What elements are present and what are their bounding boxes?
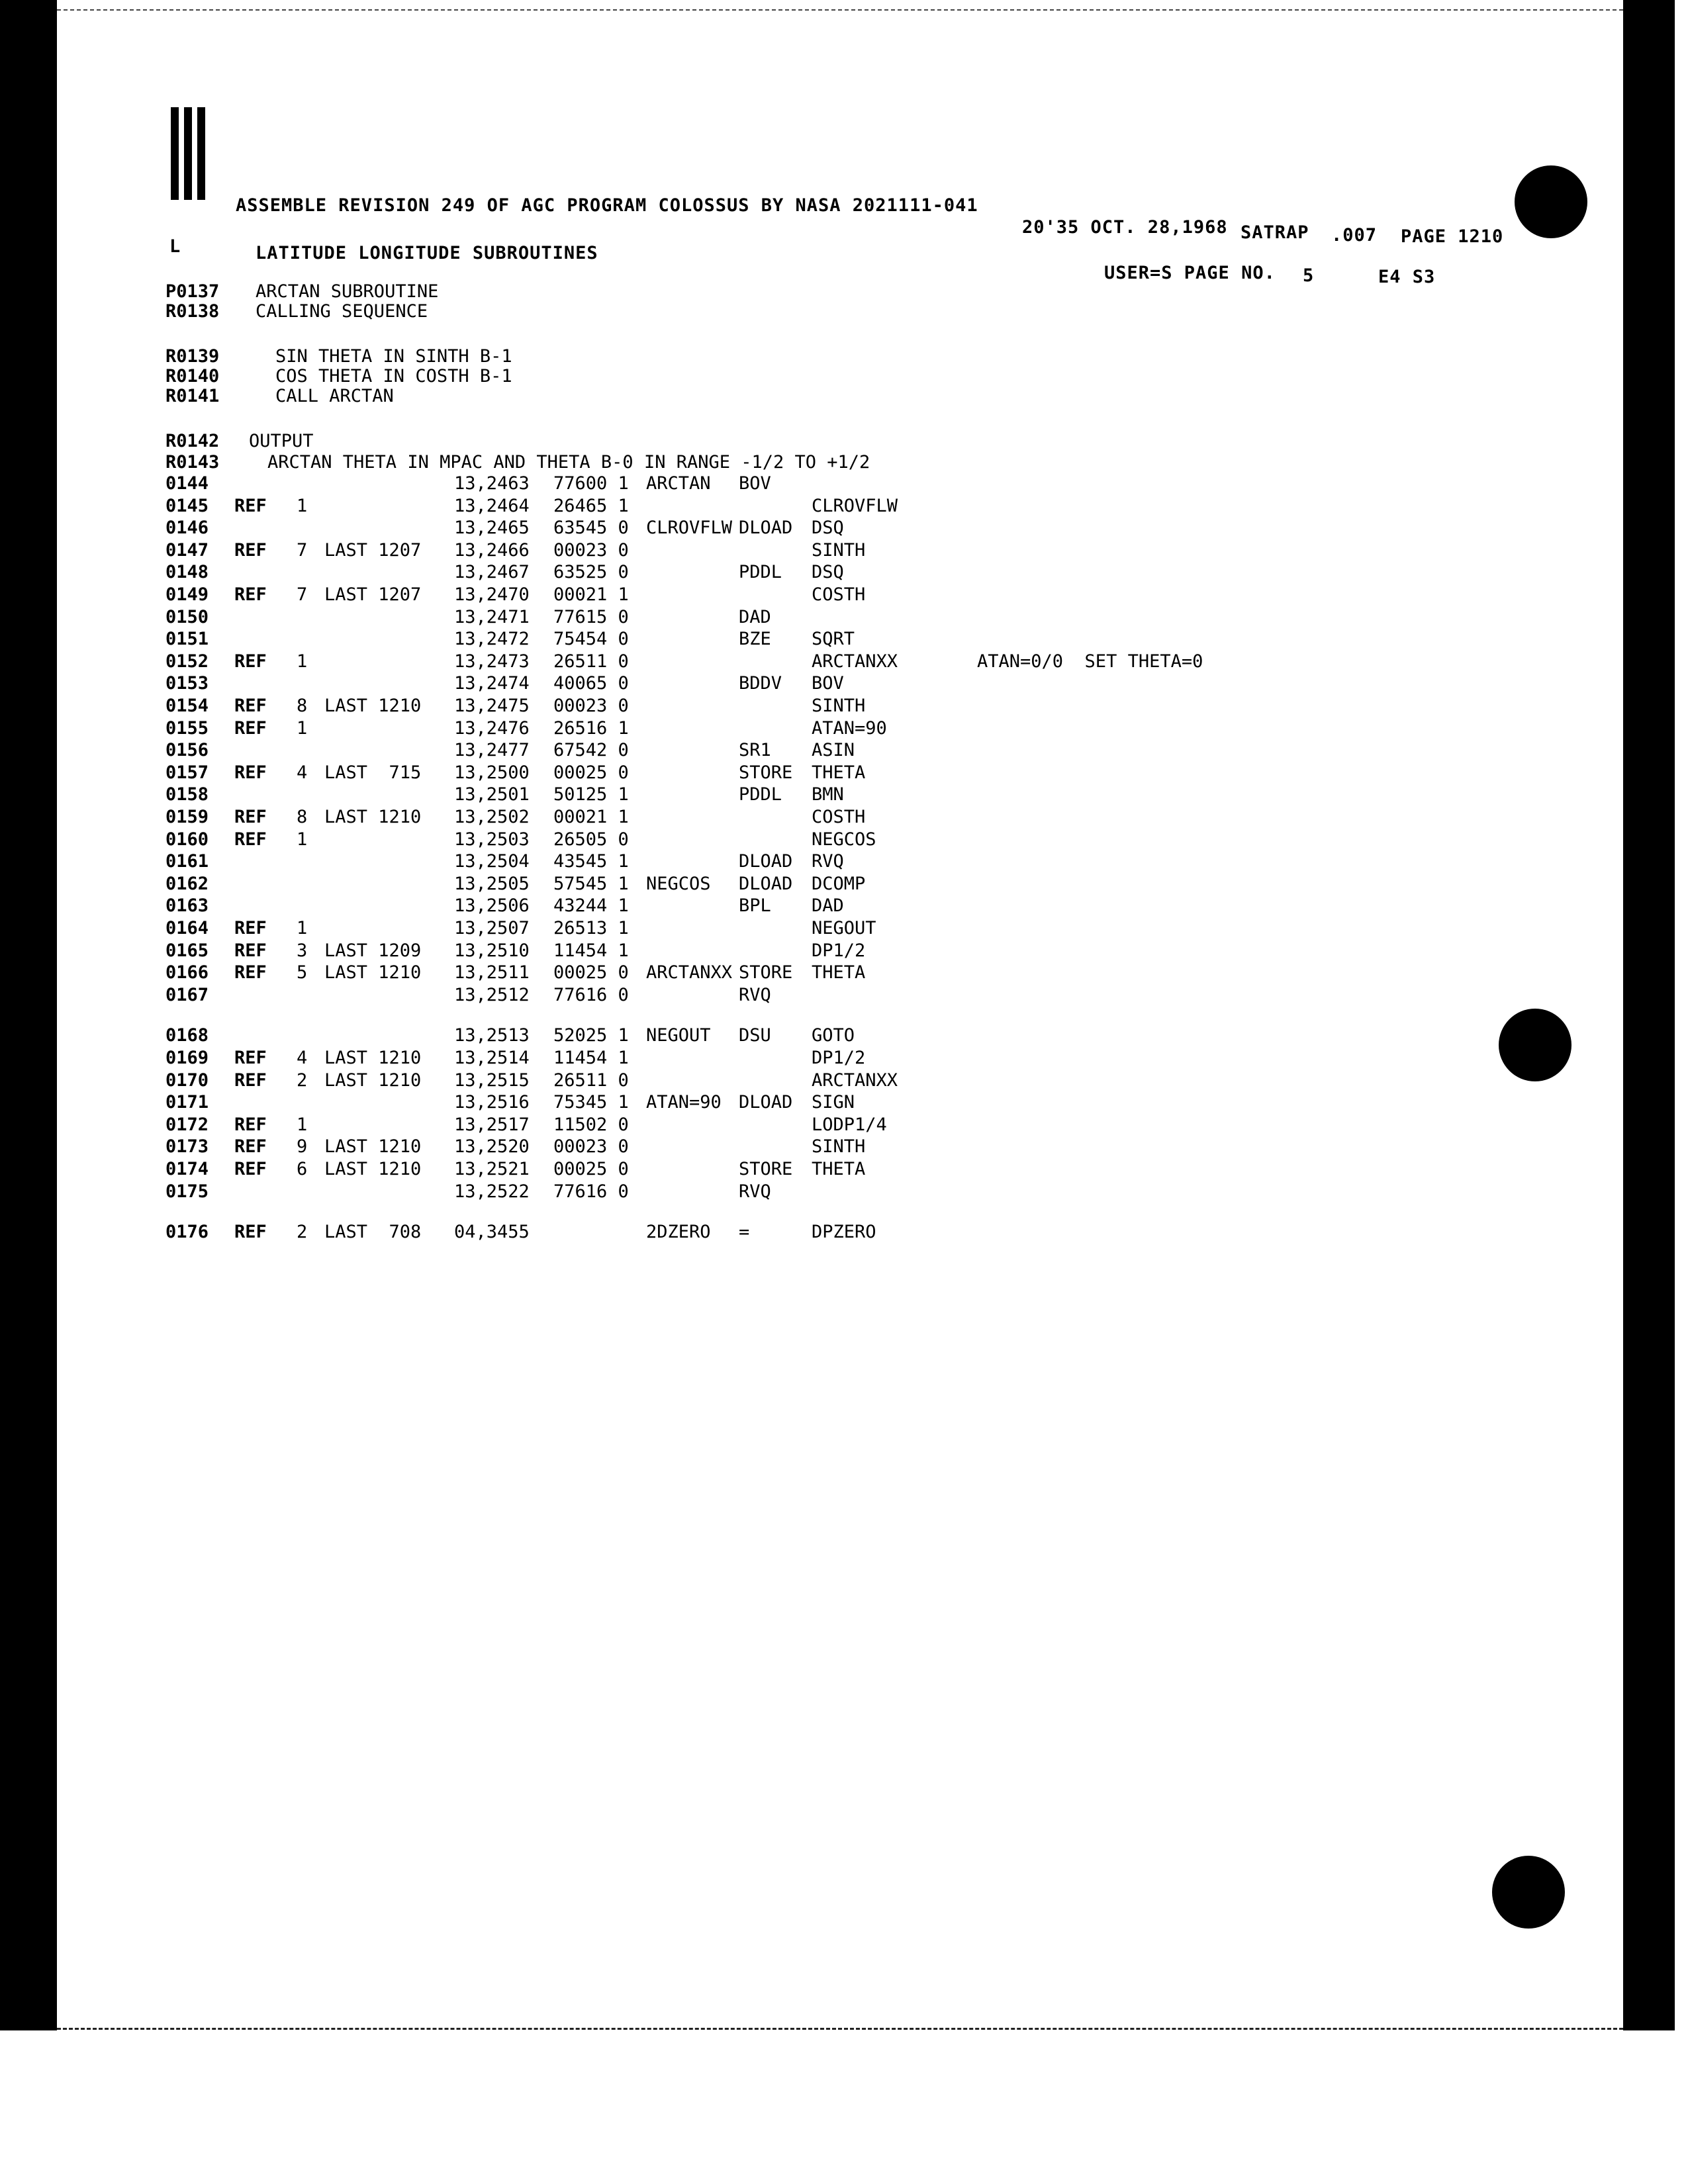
comment-line <box>57 453 1623 474</box>
ref-marker: REF <box>234 940 267 961</box>
line-number: 0154 <box>165 696 209 716</box>
octal-code: 26516 1 <box>553 717 629 739</box>
listing-row <box>57 852 1623 873</box>
line-number: 0167 <box>165 984 209 1005</box>
comment-line <box>57 387 1623 408</box>
address: 13,2504 <box>454 851 530 872</box>
operand: GOTO <box>812 1025 855 1046</box>
listing-row <box>57 629 1623 651</box>
ref-marker: REF <box>234 495 267 516</box>
address: 13,2500 <box>454 762 530 783</box>
operand: ARCTANXX <box>812 1069 898 1091</box>
ref-count: 1 <box>297 829 308 850</box>
opcode: PDDL <box>739 562 782 583</box>
header-satrap: SATRAP <box>1241 222 1309 243</box>
listing-row <box>57 496 1623 518</box>
listing-page <box>57 11 1623 2028</box>
address: 13,2514 <box>454 1048 530 1068</box>
line-number: 0153 <box>165 673 209 694</box>
last-reference: LAST 1210 <box>324 1048 422 1068</box>
symbol-label: CLROVFLW <box>646 518 733 539</box>
octal-code: 77616 0 <box>553 984 629 1005</box>
log-code: L <box>169 236 181 257</box>
listing-row <box>57 474 1623 495</box>
line-number: 0175 <box>165 1181 209 1202</box>
operand: SINTH <box>812 539 866 561</box>
octal-code: 75454 0 <box>553 629 629 650</box>
ref-marker: REF <box>234 1136 267 1158</box>
line-number: R0140 <box>165 366 220 387</box>
comment-text: OUTPUT <box>249 431 314 451</box>
octal-code: 52025 1 <box>553 1025 629 1046</box>
octal-code: 00021 1 <box>553 807 629 827</box>
ref-count: 5 <box>297 962 308 983</box>
opcode: DLOAD <box>739 1092 793 1113</box>
opcode: DLOAD <box>739 851 793 872</box>
address: 13,2463 <box>454 473 530 494</box>
ref-marker: REF <box>234 651 267 672</box>
listing-row <box>57 1160 1623 1181</box>
listing-row <box>57 1048 1623 1069</box>
e4-s3-marker: E4 S3 <box>1378 267 1436 287</box>
listing-row <box>57 696 1623 717</box>
operand: ARCTANXX <box>812 651 898 672</box>
ref-marker: REF <box>234 1222 267 1243</box>
octal-code: 77616 0 <box>553 1181 629 1202</box>
line-number: 0174 <box>165 1159 209 1179</box>
last-reference: LAST 1210 <box>324 962 422 983</box>
symbol-label: ATAN=90 <box>646 1092 722 1113</box>
line-number: 0159 <box>165 807 209 827</box>
scan-bottom-edge <box>57 2028 1623 2030</box>
listing-row <box>57 830 1623 851</box>
listing-row <box>57 985 1623 1007</box>
operand: DSQ <box>812 518 844 539</box>
ref-marker: REF <box>234 584 267 605</box>
line-number: R0143 <box>165 452 220 473</box>
ref-count: 4 <box>297 762 308 783</box>
last-reference: LAST 715 <box>324 762 422 783</box>
scan-top-edge <box>57 0 1623 11</box>
ref-count: 1 <box>297 495 308 516</box>
listing-row <box>57 919 1623 940</box>
operand: THETA <box>812 1159 866 1179</box>
address: 13,2501 <box>454 784 530 805</box>
operand: DP1/2 <box>812 1048 866 1068</box>
octal-code: 43545 1 <box>553 851 629 872</box>
opcode: BDDV <box>739 673 782 694</box>
line-number: 0176 <box>165 1222 209 1243</box>
ref-marker: REF <box>234 762 267 783</box>
octal-code: 26511 0 <box>553 1069 629 1091</box>
listing-row <box>57 1026 1623 1047</box>
comment-line <box>57 367 1623 388</box>
address: 13,2473 <box>454 651 530 672</box>
operand: NEGOUT <box>812 918 876 938</box>
comment-line <box>57 347 1623 368</box>
listing-row <box>57 1071 1623 1092</box>
line-number: 0148 <box>165 562 209 583</box>
comment-text: COS THETA IN COSTH B-1 <box>275 366 512 387</box>
last-reference: LAST 1207 <box>324 539 422 561</box>
comment-line <box>57 282 1623 303</box>
listing-row <box>57 1115 1623 1136</box>
line-number: 0145 <box>165 495 209 516</box>
octal-code: 63525 0 <box>553 562 629 583</box>
address: 13,2464 <box>454 495 530 516</box>
ref-marker: REF <box>234 696 267 716</box>
octal-code: 26511 0 <box>553 651 629 672</box>
ref-marker: REF <box>234 1048 267 1068</box>
ref-count: 1 <box>297 1114 308 1135</box>
address: 13,2474 <box>454 673 530 694</box>
ref-marker: REF <box>234 539 267 561</box>
symbol-label: ARCTAN <box>646 473 711 494</box>
opcode: DSU <box>739 1025 771 1046</box>
line-number: 0172 <box>165 1114 209 1135</box>
punch-hole-top <box>1515 165 1587 238</box>
listing-row <box>57 585 1623 606</box>
ref-count: 1 <box>297 918 308 938</box>
address: 13,2471 <box>454 606 530 627</box>
opcode: = <box>739 1222 750 1243</box>
address: 13,2507 <box>454 918 530 938</box>
ref-count: 9 <box>297 1136 308 1158</box>
operand: NEGCOS <box>812 829 876 850</box>
address: 13,2521 <box>454 1159 530 1179</box>
listing-row <box>57 563 1623 584</box>
address: 13,2512 <box>454 984 530 1005</box>
symbol-label: NEGOUT <box>646 1025 711 1046</box>
assemble-header: ASSEMBLE REVISION 249 OF AGC PROGRAM COLOSSUS BY NASA 2021111-041 <box>236 195 978 216</box>
last-reference: LAST 1210 <box>324 807 422 827</box>
line-number: 0157 <box>165 762 209 783</box>
comment-line <box>57 302 1623 323</box>
octal-code: 11502 0 <box>553 1114 629 1135</box>
comment-text: CALL ARCTAN <box>275 386 394 406</box>
address: 13,2520 <box>454 1136 530 1158</box>
operand: RVQ <box>812 851 844 872</box>
line-number: 0160 <box>165 829 209 850</box>
symbol-label: ARCTANXX <box>646 962 733 983</box>
line-number: 0150 <box>165 606 209 627</box>
octal-code: 00025 0 <box>553 962 629 983</box>
user-page-number: 5 <box>1303 265 1315 286</box>
address: 04,3455 <box>454 1222 530 1243</box>
line-number: 0173 <box>165 1136 209 1158</box>
octal-code: 77615 0 <box>553 606 629 627</box>
address: 13,2510 <box>454 940 530 961</box>
octal-code: 67542 0 <box>553 740 629 761</box>
scan-left-edge <box>0 0 57 2030</box>
listing-row <box>57 941 1623 962</box>
binder-marks <box>171 107 216 200</box>
remark: ATAN=0/0 SET THETA=0 <box>977 651 1203 672</box>
address: 13,2477 <box>454 740 530 761</box>
opcode: STORE <box>739 962 793 983</box>
last-reference: LAST 1210 <box>324 1136 422 1158</box>
address: 13,2502 <box>454 807 530 827</box>
listing-row <box>57 741 1623 762</box>
last-reference: LAST 1209 <box>324 940 422 961</box>
ref-marker: REF <box>234 918 267 938</box>
ref-marker: REF <box>234 717 267 739</box>
operand: BOV <box>812 673 844 694</box>
opcode: DAD <box>739 606 771 627</box>
opcode: BOV <box>739 473 771 494</box>
ref-count: 7 <box>297 539 308 561</box>
address: 13,2467 <box>454 562 530 583</box>
comment-text: CALLING SEQUENCE <box>256 301 428 322</box>
listing-row <box>57 1222 1623 1244</box>
address: 13,2515 <box>454 1069 530 1091</box>
opcode: RVQ <box>739 1181 771 1202</box>
symbol-label: NEGCOS <box>646 873 711 894</box>
header-timestamp: 20'35 OCT. 28,1968 <box>1022 217 1228 238</box>
line-number: 0163 <box>165 895 209 917</box>
octal-code: 00025 0 <box>553 762 629 783</box>
opcode: STORE <box>739 762 793 783</box>
line-number: 0155 <box>165 717 209 739</box>
address: 13,2506 <box>454 895 530 917</box>
scan-right-edge <box>1623 0 1675 2030</box>
octal-code: 00023 0 <box>553 539 629 561</box>
address: 13,2517 <box>454 1114 530 1135</box>
line-number: 0165 <box>165 940 209 961</box>
address: 13,2511 <box>454 962 530 983</box>
line-number: 0168 <box>165 1025 209 1046</box>
ref-marker: REF <box>234 1114 267 1135</box>
punch-hole-bottom <box>1492 1856 1565 1929</box>
ref-count: 2 <box>297 1069 308 1091</box>
ref-count: 8 <box>297 807 308 827</box>
octal-code: 00021 1 <box>553 584 629 605</box>
ref-count: 1 <box>297 717 308 739</box>
operand: BMN <box>812 784 844 805</box>
ref-count: 3 <box>297 940 308 961</box>
ref-marker: REF <box>234 962 267 983</box>
line-number: 0164 <box>165 918 209 938</box>
opcode: DLOAD <box>739 873 793 894</box>
listing-row <box>57 541 1623 562</box>
opcode: STORE <box>739 1159 793 1179</box>
operand: SIGN <box>812 1092 855 1113</box>
listing-row <box>57 652 1623 673</box>
octal-code: 63545 0 <box>553 518 629 539</box>
operand: SINTH <box>812 696 866 716</box>
user-line: USER=S PAGE NO. <box>1104 263 1276 283</box>
ref-marker: REF <box>234 807 267 827</box>
listing-row <box>57 1137 1623 1158</box>
operand: THETA <box>812 762 866 783</box>
octal-code: 40065 0 <box>553 673 629 694</box>
line-number: 0146 <box>165 518 209 539</box>
listing-row <box>57 608 1623 629</box>
octal-code: 00023 0 <box>553 696 629 716</box>
ref-count: 4 <box>297 1048 308 1068</box>
operand: DSQ <box>812 562 844 583</box>
listing-row <box>57 807 1623 829</box>
opcode: RVQ <box>739 984 771 1005</box>
line-number: 0169 <box>165 1048 209 1068</box>
line-number: R0141 <box>165 386 220 406</box>
line-number: R0138 <box>165 301 220 322</box>
opcode: BPL <box>739 895 771 917</box>
octal-code: 11454 1 <box>553 1048 629 1068</box>
address: 13,2522 <box>454 1181 530 1202</box>
octal-code: 00025 0 <box>553 1159 629 1179</box>
listing-row <box>57 963 1623 984</box>
line-number: 0149 <box>165 584 209 605</box>
octal-code: 77600 1 <box>553 473 629 494</box>
octal-code: 00023 0 <box>553 1136 629 1158</box>
address: 13,2472 <box>454 629 530 650</box>
opcode: PDDL <box>739 784 782 805</box>
operand: ASIN <box>812 740 855 761</box>
listing-row <box>57 719 1623 740</box>
ref-marker: REF <box>234 829 267 850</box>
last-reference: LAST 1210 <box>324 1069 422 1091</box>
opcode: SR1 <box>739 740 771 761</box>
listing-row <box>57 763 1623 784</box>
octal-code: 43244 1 <box>553 895 629 917</box>
header-page: PAGE 1210 <box>1401 226 1504 247</box>
comment-text: ARCTAN THETA IN MPAC AND THETA B-0 IN RANGE -1/2 TO +1/2 <box>267 452 870 473</box>
octal-code: 26505 0 <box>553 829 629 850</box>
comment-line <box>57 432 1623 453</box>
ref-count: 6 <box>297 1159 308 1179</box>
listing-row <box>57 874 1623 895</box>
ref-marker: REF <box>234 1159 267 1179</box>
operand: DAD <box>812 895 844 917</box>
octal-code: 26513 1 <box>553 918 629 938</box>
octal-code: 75345 1 <box>553 1092 629 1113</box>
operand: COSTH <box>812 807 866 827</box>
ref-marker: REF <box>234 1069 267 1091</box>
operand: ATAN=90 <box>812 717 887 739</box>
header-version: .007 <box>1331 225 1378 246</box>
address: 13,2475 <box>454 696 530 716</box>
octal-code: 50125 1 <box>553 784 629 805</box>
ref-count: 2 <box>297 1222 308 1243</box>
line-number: 0147 <box>165 539 209 561</box>
opcode: DLOAD <box>739 518 793 539</box>
ref-count: 7 <box>297 584 308 605</box>
address: 13,2465 <box>454 518 530 539</box>
operand: THETA <box>812 962 866 983</box>
address: 13,2503 <box>454 829 530 850</box>
address: 13,2505 <box>454 873 530 894</box>
listing-row <box>57 785 1623 806</box>
line-number: R0142 <box>165 431 220 451</box>
operand: COSTH <box>812 584 866 605</box>
line-number: 0171 <box>165 1092 209 1113</box>
address: 13,2513 <box>454 1025 530 1046</box>
line-number: 0156 <box>165 740 209 761</box>
operand: SQRT <box>812 629 855 650</box>
line-number: 0152 <box>165 651 209 672</box>
comment-text: ARCTAN SUBROUTINE <box>256 281 439 302</box>
ref-count: 8 <box>297 696 308 716</box>
octal-code: 57545 1 <box>553 873 629 894</box>
operand: SINTH <box>812 1136 866 1158</box>
address: 13,2466 <box>454 539 530 561</box>
symbol-label: 2DZERO <box>646 1222 711 1243</box>
address: 13,2470 <box>454 584 530 605</box>
line-number: P0137 <box>165 281 220 302</box>
operand: DP1/2 <box>812 940 866 961</box>
line-number: 0162 <box>165 873 209 894</box>
last-reference: LAST 708 <box>324 1222 422 1243</box>
listing-row <box>57 518 1623 539</box>
line-number: 0170 <box>165 1069 209 1091</box>
line-number: 0161 <box>165 851 209 872</box>
octal-code: 26465 1 <box>553 495 629 516</box>
opcode: BZE <box>739 629 771 650</box>
line-number: R0139 <box>165 346 220 367</box>
octal-code: 11454 1 <box>553 940 629 961</box>
line-number: 0158 <box>165 784 209 805</box>
listing-row <box>57 1093 1623 1114</box>
address: 13,2516 <box>454 1092 530 1113</box>
line-number: 0166 <box>165 962 209 983</box>
comment-text: SIN THETA IN SINTH B-1 <box>275 346 512 367</box>
operand: CLROVFLW <box>812 495 898 516</box>
line-number: 0144 <box>165 473 209 494</box>
operand: DPZERO <box>812 1222 876 1243</box>
listing-row <box>57 1182 1623 1203</box>
ref-count: 1 <box>297 651 308 672</box>
last-reference: LAST 1210 <box>324 696 422 716</box>
address: 13,2476 <box>454 717 530 739</box>
operand: LODP1/4 <box>812 1114 887 1135</box>
section-title: LATITUDE LONGITUDE SUBROUTINES <box>256 243 598 263</box>
last-reference: LAST 1207 <box>324 584 422 605</box>
line-number: 0151 <box>165 629 209 650</box>
listing-row <box>57 674 1623 695</box>
operand: DCOMP <box>812 873 866 894</box>
last-reference: LAST 1210 <box>324 1159 422 1179</box>
listing-row <box>57 896 1623 917</box>
